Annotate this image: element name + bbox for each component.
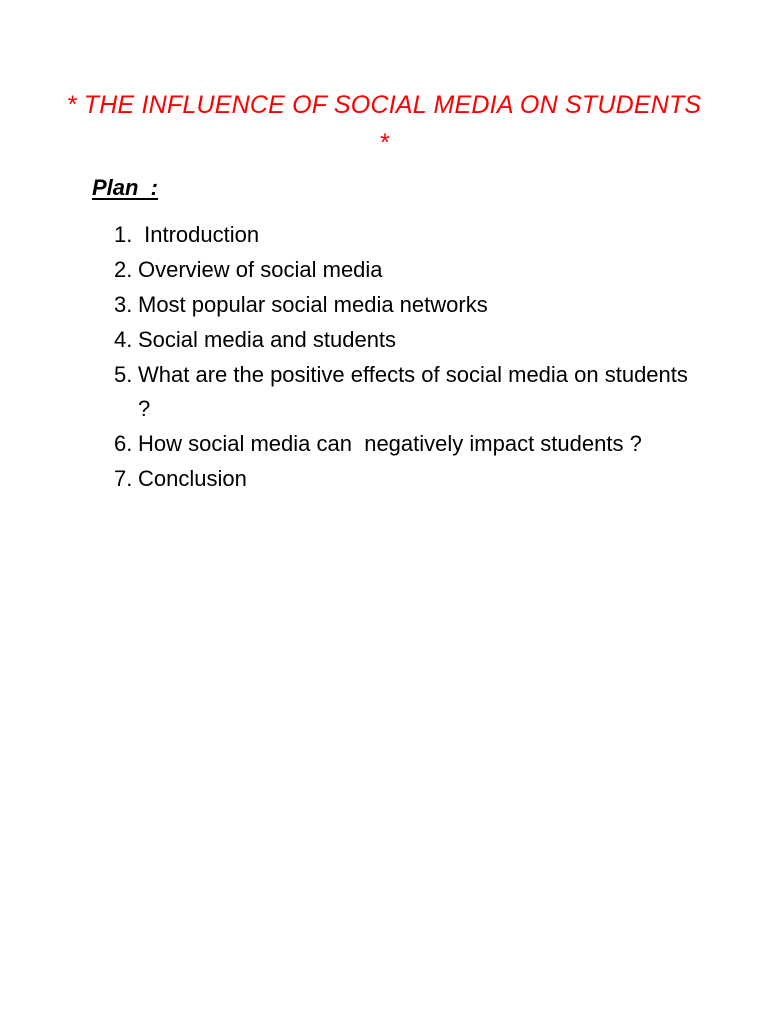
plan-item-number: 1. — [114, 222, 133, 247]
plan-item-number: 5. — [114, 362, 133, 387]
plan-item-social-media-students — [114, 323, 694, 357]
plan-item-text: Social media and students — [138, 327, 397, 352]
plan-item-text: What are the positive effects of social media on students ? — [138, 362, 695, 421]
plan-item-number: 4. — [114, 327, 133, 352]
plan-item-number: 2. — [114, 257, 133, 282]
document-title: * THE INFLUENCE OF SOCIAL MEDIA ON STUDENTS * — [66, 91, 702, 157]
plan-item-text: Introduction — [138, 222, 260, 247]
plan-item-negative-impact — [114, 427, 694, 461]
plan-item-overview — [114, 253, 694, 287]
plan-item-conclusion — [114, 462, 694, 496]
plan-item-text: Conclusion — [138, 466, 247, 491]
plan-item-number: 7. — [114, 466, 133, 491]
plan-item-text: How social media can negatively impact students ? — [138, 431, 642, 456]
plan-item-text: Overview of social media — [138, 257, 383, 282]
plan-item-introduction — [114, 218, 694, 252]
plan-heading: Plan : — [92, 175, 159, 200]
plan-item-number: 6. — [114, 431, 133, 456]
plan-list — [114, 218, 694, 497]
plan-item-positive-effects — [114, 358, 694, 426]
plan-item-text: Most popular social media networks — [138, 292, 488, 317]
plan-item-number: 3. — [114, 292, 133, 317]
plan-item-popular-networks — [114, 288, 694, 322]
